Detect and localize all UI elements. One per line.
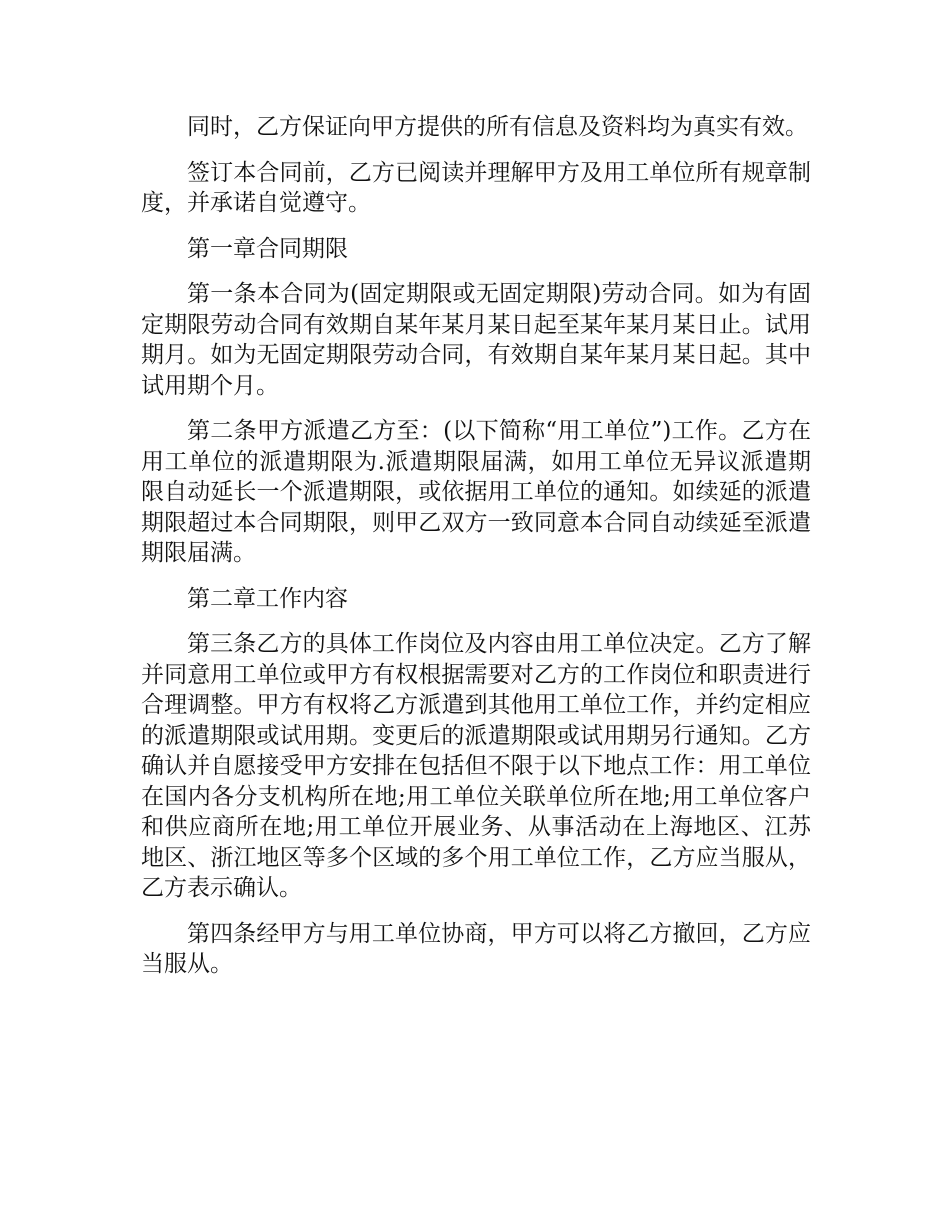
article-2: 第二条甲方派遣乙方至：(以下简称“用工单位”)工作。乙方在用工单位的派遣期限为.派遣期限届满，如用工单位无异议派遣期限自动延长一个派遣期限，或依据用工单位的通知。如续延的派遣期限超过本合同期限，则甲乙双方一致同意本合同自动续延至派遣期限届满。 [141, 418, 811, 566]
paragraph-info-guarantee: 同时，乙方保证向甲方提供的所有信息及资料均为真实有效。 [187, 114, 808, 140]
chapter-heading-work-content: 第二章工作内容 [187, 585, 348, 612]
article-3: 第三条乙方的具体工作岗位及内容由用工单位决定。乙方了解并同意用工单位或甲方有权根据需要对乙方的工作岗位和职责进行合理调整。甲方有权将乙方派遣到其他用工单位工作，并约定相应的派遣期限或试用期。变更后的派遣期限或试用期另行通知。乙方确认并自愿接受甲方安排在包括但不限于以下地点工作：用工单位在国内各分支机构所在地;用工单位关联单位所在地;用工单位客户和供应商所在地;用工单位开展业务、从事活动在上海地区、江苏地区、浙江地区等多个区域的多个用工单位工作，乙方应当服从，乙方表示确认。 [141, 631, 811, 901]
article-4: 第四条经甲方与用工单位协商，甲方可以将乙方撤回，乙方应当服从。 [141, 920, 811, 977]
document-body [141, 112, 811, 995]
paragraph-rules-acknowledgement: 签订本合同前，乙方已阅读并理解甲方及用工单位所有规章制度，并承诺自觉遵守。 [141, 159, 811, 216]
article-1: 第一条本合同为(固定期限或无固定期限)劳动合同。如为有固定期限劳动合同有效期自某年某月某日起至某年某月某日止。试用期月。如为无固定期限劳动合同，有效期自某年某月某日起。其中试用期个月。 [141, 281, 811, 399]
chapter-heading-contract-term: 第一章合同期限 [187, 235, 348, 262]
